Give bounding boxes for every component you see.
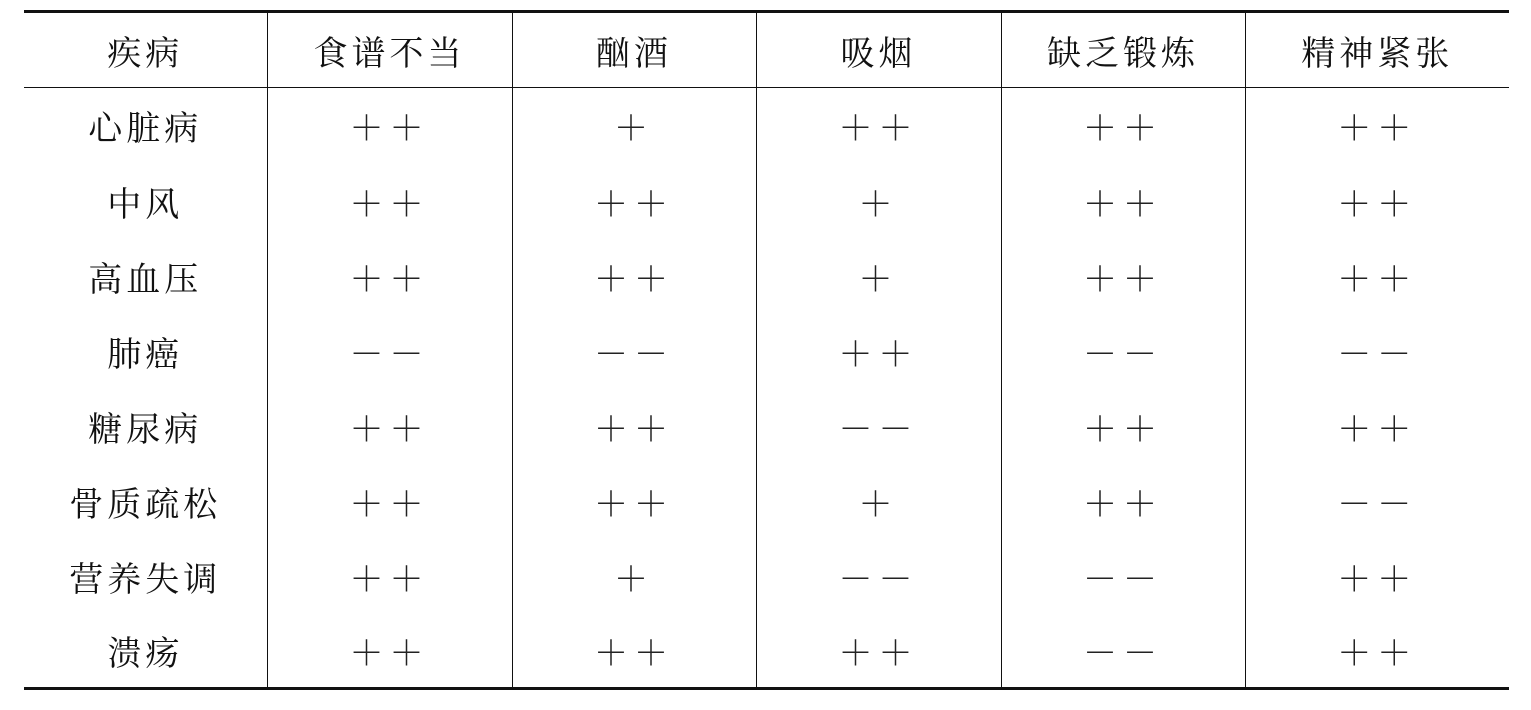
disease-name: 溃疡: [24, 614, 267, 689]
table-row: [24, 389, 1509, 464]
table-cell: ＋＋: [512, 464, 756, 539]
table-row: [24, 314, 1509, 389]
table-cell: －－: [512, 314, 756, 389]
header-poor-diet: 食谱不当: [267, 12, 512, 88]
table-cell: ＋＋: [756, 314, 1001, 389]
table-cell: ＋: [756, 239, 1001, 314]
disease-name: 高血压: [88, 259, 203, 300]
table-cell: ＋＋: [1001, 389, 1245, 464]
table-cell: －－: [267, 314, 512, 389]
header-stress: 精神紧张: [1245, 12, 1509, 88]
table-cell: ＋＋: [267, 539, 512, 614]
disease-risk-table: [24, 10, 1509, 690]
table-row: [24, 164, 1509, 239]
table-cell: －－: [756, 539, 1001, 614]
header-lack-of-exercise: 缺乏锻炼: [1001, 12, 1245, 88]
table-cell: －－: [1001, 314, 1245, 389]
disease-risk-table-container: [24, 10, 1509, 690]
table-cell: ＋: [756, 164, 1001, 239]
table-cell: －－: [756, 389, 1001, 464]
table-cell: ＋＋: [267, 239, 512, 314]
disease-name: 营养失调: [69, 559, 222, 600]
disease-name: 骨质疏松: [69, 484, 222, 525]
header-smoking: 吸烟: [756, 12, 1001, 88]
table-row: [24, 88, 1509, 164]
table-cell: ＋＋: [1001, 164, 1245, 239]
table-cell: ＋＋: [267, 164, 512, 239]
table-cell: ＋＋: [512, 389, 756, 464]
table-cell: －－: [1001, 539, 1245, 614]
table-cell: ＋＋: [512, 239, 756, 314]
disease-name: 糖尿病: [88, 409, 203, 450]
table-cell: ＋＋: [1245, 88, 1509, 164]
table-row: [24, 539, 1509, 614]
header-disease: 疾病: [24, 12, 267, 88]
table-cell: ＋＋: [267, 88, 512, 164]
table-cell: ＋＋: [267, 389, 512, 464]
table-cell: ＋: [756, 464, 1001, 539]
header-alcohol: 酗酒: [512, 12, 756, 88]
table-cell: ＋＋: [1245, 389, 1509, 464]
table-cell: ＋＋: [512, 614, 756, 689]
disease-name: 心脏病: [88, 109, 203, 150]
table-cell: ＋＋: [756, 88, 1001, 164]
table-cell: －－: [1245, 314, 1509, 389]
table-cell: ＋＋: [1245, 239, 1509, 314]
table-cell: ＋＋: [1001, 239, 1245, 314]
table-cell: －－: [1245, 464, 1509, 539]
table-cell: －－: [1001, 614, 1245, 689]
table-cell: ＋＋: [1001, 88, 1245, 164]
disease-name: 肺癌: [107, 334, 184, 375]
table-cell: ＋＋: [1001, 464, 1245, 539]
table-row: [24, 464, 1509, 539]
table-row: [24, 614, 1509, 689]
header-row: [24, 12, 1509, 88]
table-cell: ＋＋: [756, 614, 1001, 689]
table-cell: ＋: [512, 88, 756, 164]
table-cell: ＋＋: [267, 614, 512, 689]
table-cell: ＋＋: [1245, 164, 1509, 239]
table-cell: ＋＋: [267, 464, 512, 539]
table-row: [24, 239, 1509, 314]
table-cell: ＋＋: [512, 164, 756, 239]
table-cell: ＋＋: [1245, 614, 1509, 689]
table-cell: ＋: [512, 539, 756, 614]
disease-name: 中风: [107, 184, 184, 225]
table-cell: ＋＋: [1245, 539, 1509, 614]
